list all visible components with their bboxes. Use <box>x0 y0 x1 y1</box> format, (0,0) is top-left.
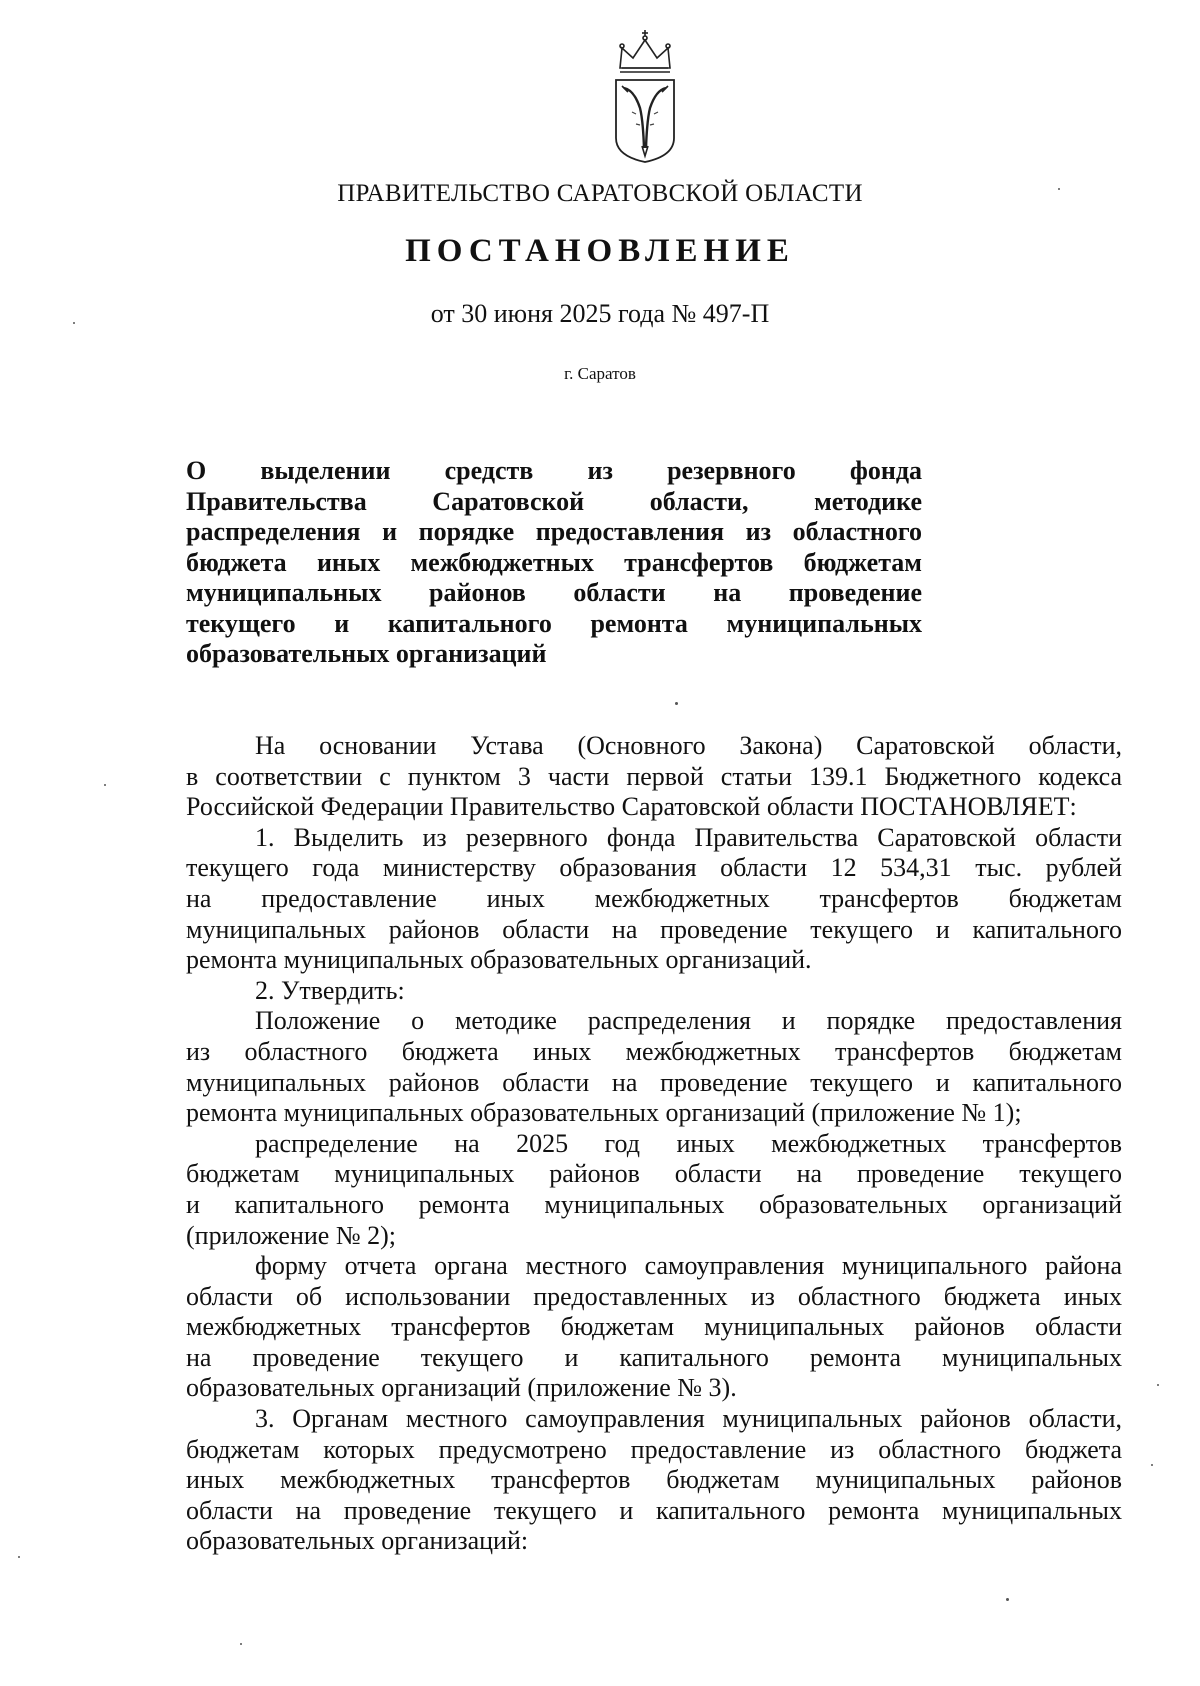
body-line: области на проведение текущего и капитального ремонта муниципальных <box>186 1495 1122 1525</box>
body-line: 2. Утвердить: <box>255 975 405 1005</box>
body-line: На основании Устава (Основного Закона) Саратовской области, <box>255 731 1122 760</box>
title-line: муниципальных районов области на проведение <box>186 578 922 607</box>
body-line: иных межбюджетных трансфертов бюджетам муниципальных районов <box>186 1465 1122 1495</box>
body-line: форму отчета органа местного самоуправления муниципального района <box>255 1251 1122 1281</box>
title-line: образовательных организаций <box>186 639 547 668</box>
title-line: текущего и капитального ремонта муниципальных <box>186 608 922 638</box>
document-type: ПОСТАНОВЛЕНИЕ <box>405 233 795 269</box>
title-line: распределения и порядке предоставления из областного <box>186 517 922 546</box>
body-line: 3. Органам местного самоуправления муниципальных районов области, <box>255 1404 1122 1434</box>
body-line: и капитального ремонта муниципальных образовательных организаций <box>186 1189 1122 1219</box>
title-line: Правительства Саратовской области, методике <box>186 486 922 516</box>
body-line: образовательных организаций: <box>186 1526 529 1556</box>
coat-of-arms-icon <box>606 28 684 166</box>
body-line: текущего года министерству образования области 12 534,31 тыс. рублей <box>186 853 1122 883</box>
body-line: в соответствии с пунктом 3 части первой статьи 139.1 Бюджетного кодекса <box>186 761 1122 791</box>
body-line: Положение о методике распределения и порядке предоставления <box>255 1006 1122 1036</box>
body-line: 1. Выделить из резервного фонда Правительства Саратовской области <box>255 822 1122 852</box>
document-body <box>186 731 1122 1557</box>
title-line: О выделении средств из резервного фонда <box>186 456 922 485</box>
body-line: бюджетам которых предусмотрено предоставление из областного бюджета <box>186 1434 1122 1464</box>
document-place: г. Саратов <box>564 364 636 383</box>
body-line: муниципальных районов области на проведение текущего и капитального <box>186 1067 1122 1097</box>
document-date-number: от 30 июня 2025 года № 497-П <box>430 299 770 328</box>
body-line: ремонта муниципальных образовательных организаций (приложение № 1); <box>186 1098 1022 1128</box>
body-line: на предоставление иных межбюджетных трансфертов бюджетам <box>186 883 1122 913</box>
issuing-authority: ПРАВИТЕЛЬСТВО САРАТОВСКОЙ ОБЛАСТИ <box>337 180 863 207</box>
body-line: бюджетам муниципальных районов области на проведение текущего <box>186 1159 1122 1189</box>
body-line: ремонта муниципальных образовательных организаций. <box>186 945 812 975</box>
body-line: из областного бюджета иных межбюджетных трансфертов бюджетам <box>186 1036 1122 1066</box>
body-line: распределение на 2025 год иных межбюджетных трансфертов <box>255 1128 1122 1158</box>
body-line: Российской Федерации Правительство Саратовской области ПОСТАНОВЛЯЕТ: <box>186 792 1077 822</box>
body-line: муниципальных районов области на проведение текущего и капитального <box>186 914 1122 944</box>
body-line: образовательных организаций (приложение № 3). <box>186 1373 737 1403</box>
body-line: межбюджетных трансфертов бюджетам муниципальных районов области <box>186 1312 1122 1342</box>
body-line: на проведение текущего и капитального ремонта муниципальных <box>186 1342 1122 1372</box>
body-line: (приложение № 2); <box>186 1220 397 1250</box>
title-line: бюджета иных межбюджетных трансфертов бюджетам <box>186 547 922 577</box>
body-line: области об использовании предоставленных из областного бюджета иных <box>186 1281 1122 1311</box>
document-title <box>186 456 922 670</box>
